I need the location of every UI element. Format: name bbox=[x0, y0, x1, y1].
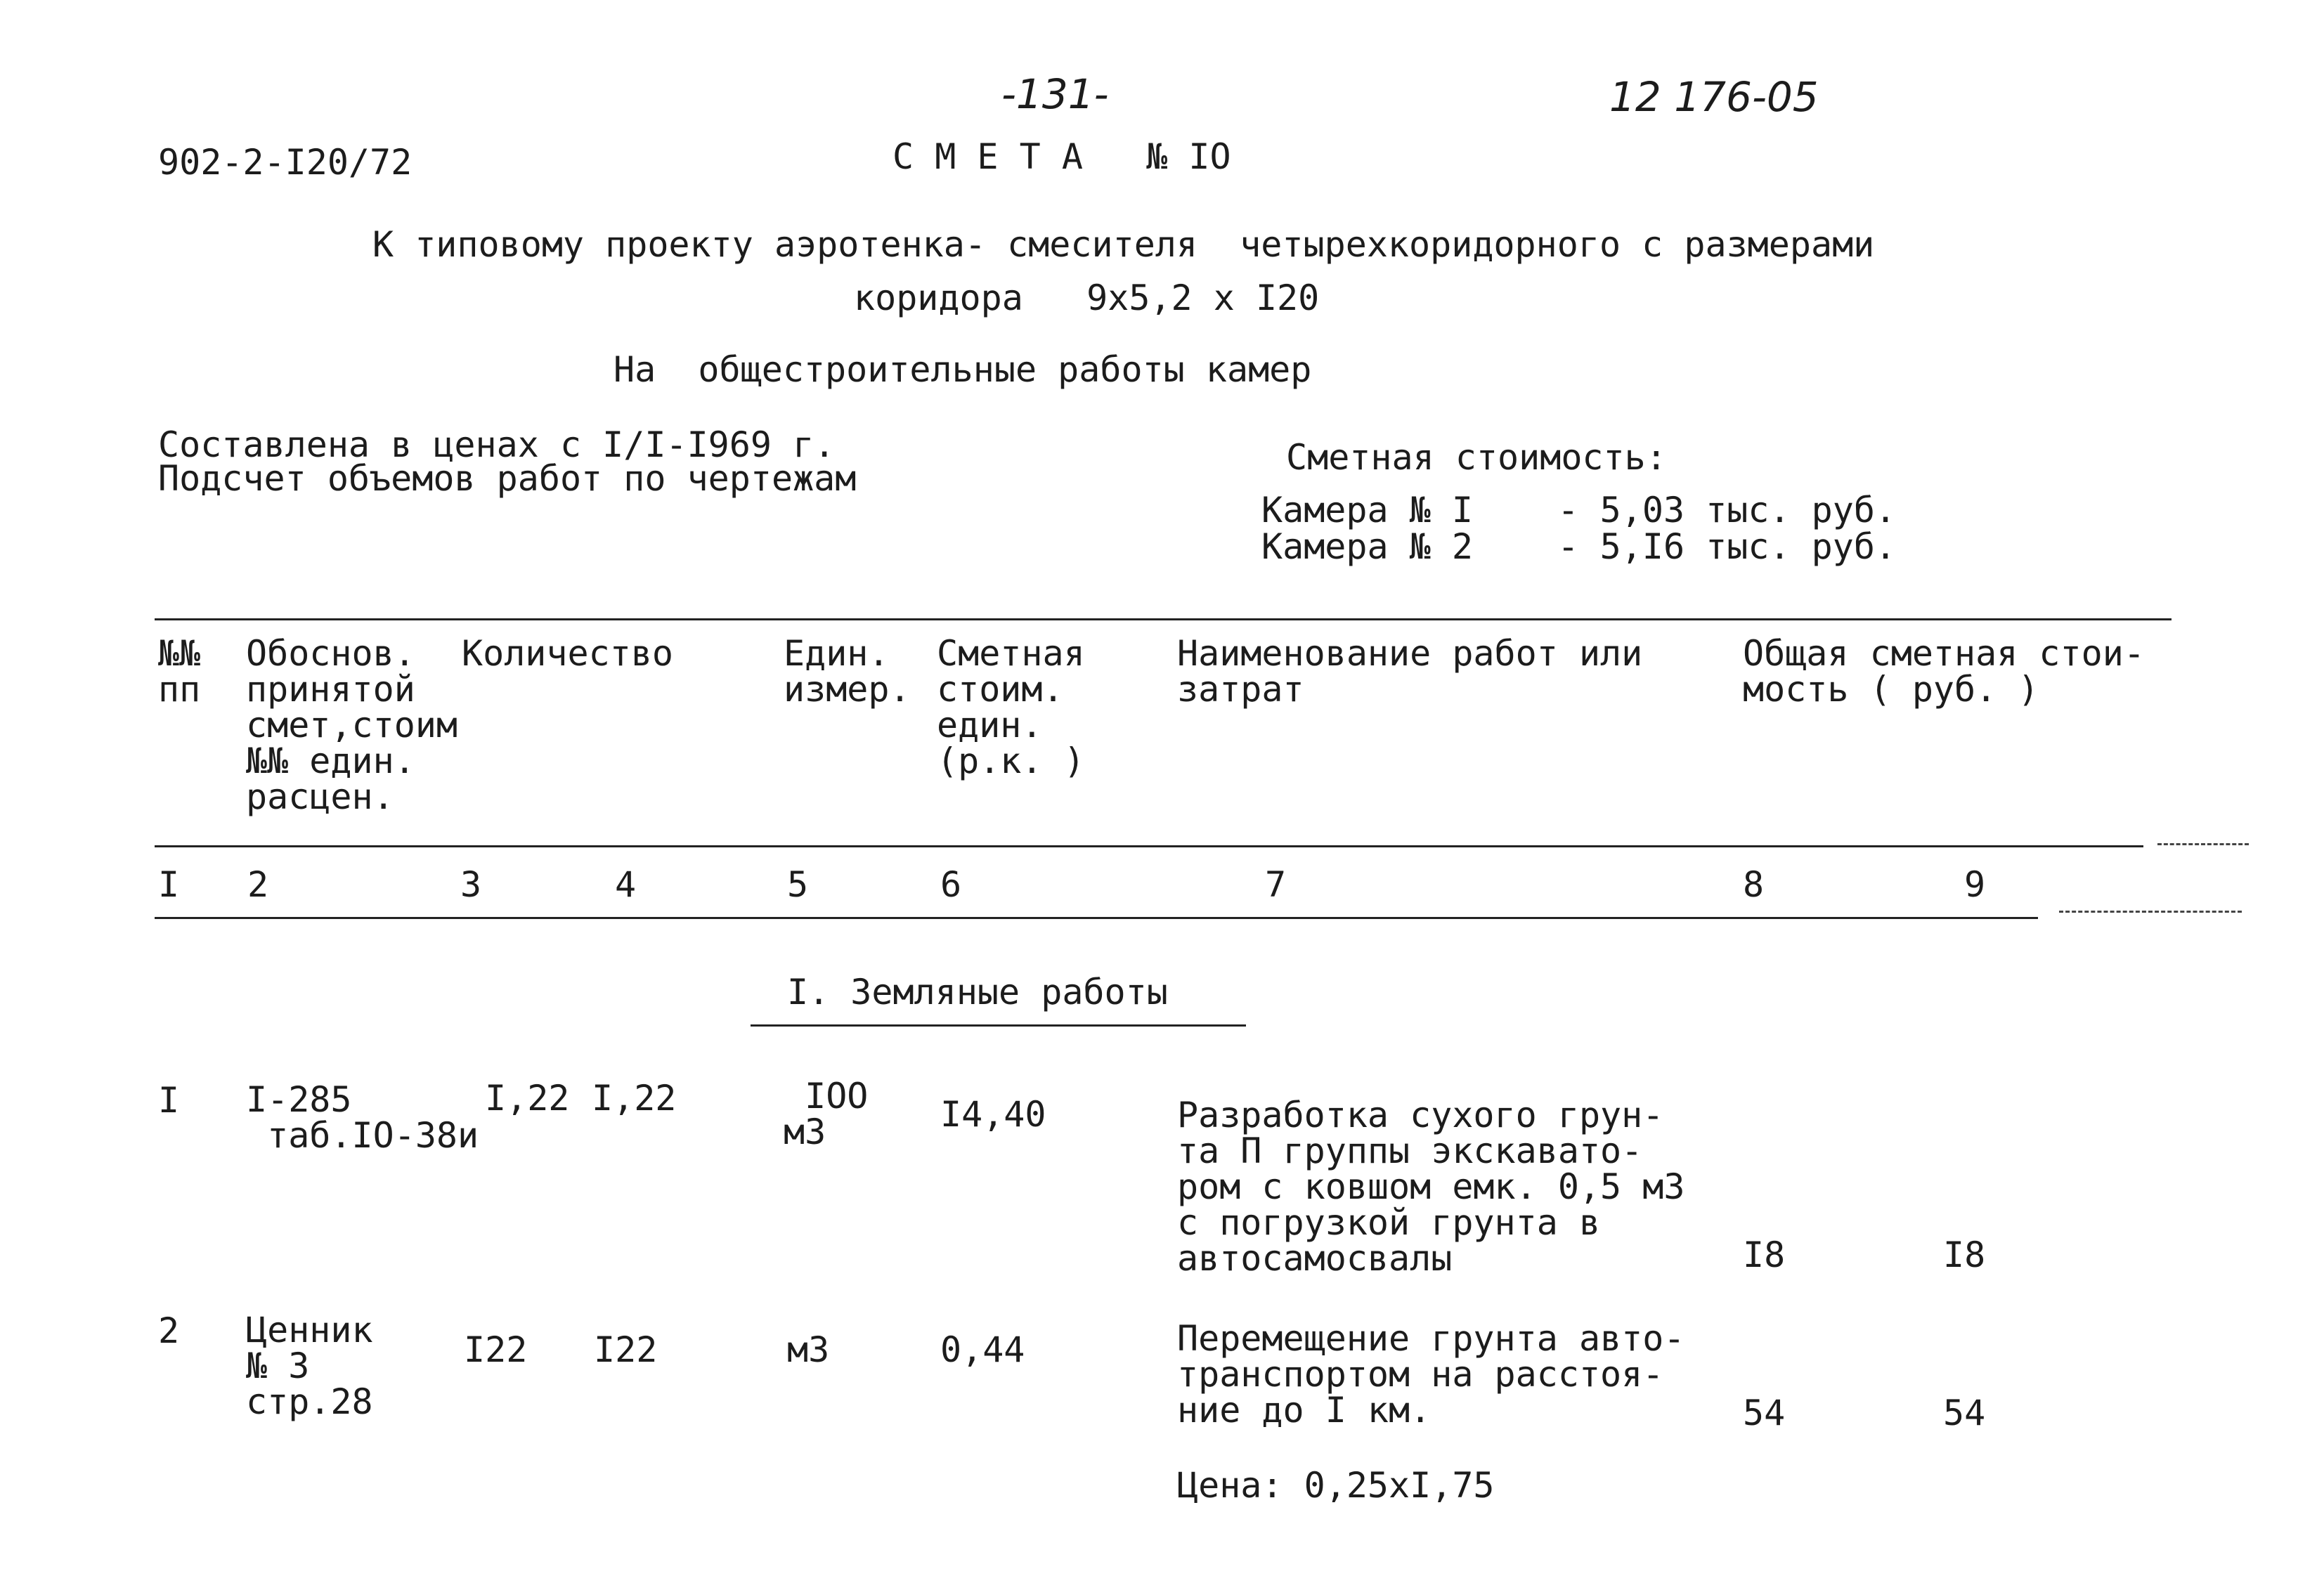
header-bottom-rule bbox=[155, 845, 2143, 847]
document-title: С М Е Т А № IO bbox=[892, 136, 1231, 177]
column-number: 2 bbox=[247, 864, 269, 905]
header-col-description: Наименование работ или затрат bbox=[1177, 633, 1643, 710]
archive-number: 12 176-05 bbox=[1609, 73, 1819, 121]
section-title: I. Земляные работы bbox=[787, 972, 1168, 1012]
row-total-2: 54 bbox=[1943, 1393, 1986, 1433]
page-number: -131- bbox=[1001, 70, 1109, 118]
subtitle-line-2: коридора 9х5,2 х I20 bbox=[854, 278, 1320, 318]
row-total-2: I8 bbox=[1943, 1235, 1986, 1275]
rule-extension bbox=[2059, 911, 2242, 913]
row-price-note: Цена: 0,25хI,75 bbox=[1177, 1465, 1495, 1506]
column-number: 9 bbox=[1964, 864, 1986, 905]
row-quantity-2: I,22 bbox=[592, 1078, 677, 1119]
header-col-quantity: Количество bbox=[462, 633, 674, 674]
row-total-1: 54 bbox=[1743, 1393, 1786, 1433]
cost-title: Сметная стоимость: bbox=[1286, 437, 1667, 478]
prices-basis: Составлена в ценах с I/I-I969 г. bbox=[158, 424, 836, 465]
volumes-basis: Подсчет объемов работ по чертежам bbox=[158, 458, 857, 499]
section-title-underline bbox=[751, 1024, 1246, 1027]
subtitle-line-3: На общестроительные работы камер bbox=[614, 349, 1312, 390]
row-quantity-1: I22 bbox=[464, 1329, 528, 1370]
project-code: 902-2-I20/72 bbox=[158, 142, 413, 183]
row-unit-cost: I4,40 bbox=[940, 1094, 1046, 1135]
column-number: 3 bbox=[460, 864, 482, 905]
row-number: 2 bbox=[158, 1310, 180, 1351]
header-col-total-cost: Общая сметная стои- мость ( руб. ) bbox=[1743, 633, 2145, 710]
column-numbers-rule bbox=[155, 917, 2038, 919]
column-number: 5 bbox=[787, 864, 809, 905]
row-basis: I-285 таб.IO-38и bbox=[246, 1079, 479, 1156]
row-description: Перемещение грунта авто- транспортом на расстоя- ние до I км. bbox=[1177, 1318, 1685, 1431]
column-number: 7 bbox=[1265, 864, 1287, 905]
rule-extension bbox=[2157, 843, 2249, 845]
header-col-unit: Един. измер. bbox=[784, 633, 911, 710]
column-number: 4 bbox=[615, 864, 637, 905]
row-quantity-1: I,22 bbox=[485, 1078, 570, 1119]
column-number: 8 bbox=[1743, 864, 1765, 905]
row-quantity-2: I22 bbox=[594, 1329, 658, 1370]
row-unit: м3 bbox=[787, 1329, 830, 1370]
row-basis: Ценник № 3 стр.28 bbox=[246, 1310, 373, 1422]
row-description: Разработка сухого грун- та П группы экскавато- ром с ковшом емк. 0,5 м3 с погрузкой грунта в автосамосвалы bbox=[1177, 1095, 1685, 1279]
chamber-1-cost: Камера № I - 5,03 тыс. руб. bbox=[1261, 490, 1897, 530]
header-col-number: №№ пп bbox=[158, 633, 201, 710]
header-col-basis: Обоснов. принятой смет,стоим №№ един. расцен. bbox=[246, 633, 458, 817]
row-number: I bbox=[158, 1080, 180, 1121]
column-number: 6 bbox=[940, 864, 962, 905]
row-unit-cost: 0,44 bbox=[940, 1329, 1025, 1370]
column-number: I bbox=[158, 864, 180, 905]
table-top-rule bbox=[155, 618, 2172, 620]
header-col-unit-cost: Сметная стоим. един. (р.к. ) bbox=[937, 633, 1085, 781]
chamber-2-cost: Камера № 2 - 5,I6 тыс. руб. bbox=[1261, 526, 1897, 567]
row-unit: IOO м3 bbox=[784, 1076, 869, 1152]
subtitle-line-1: К типовому проекту аэротенка- смесителя четырехкоридорного с размерами bbox=[372, 224, 1875, 265]
row-total-1: I8 bbox=[1743, 1235, 1786, 1275]
